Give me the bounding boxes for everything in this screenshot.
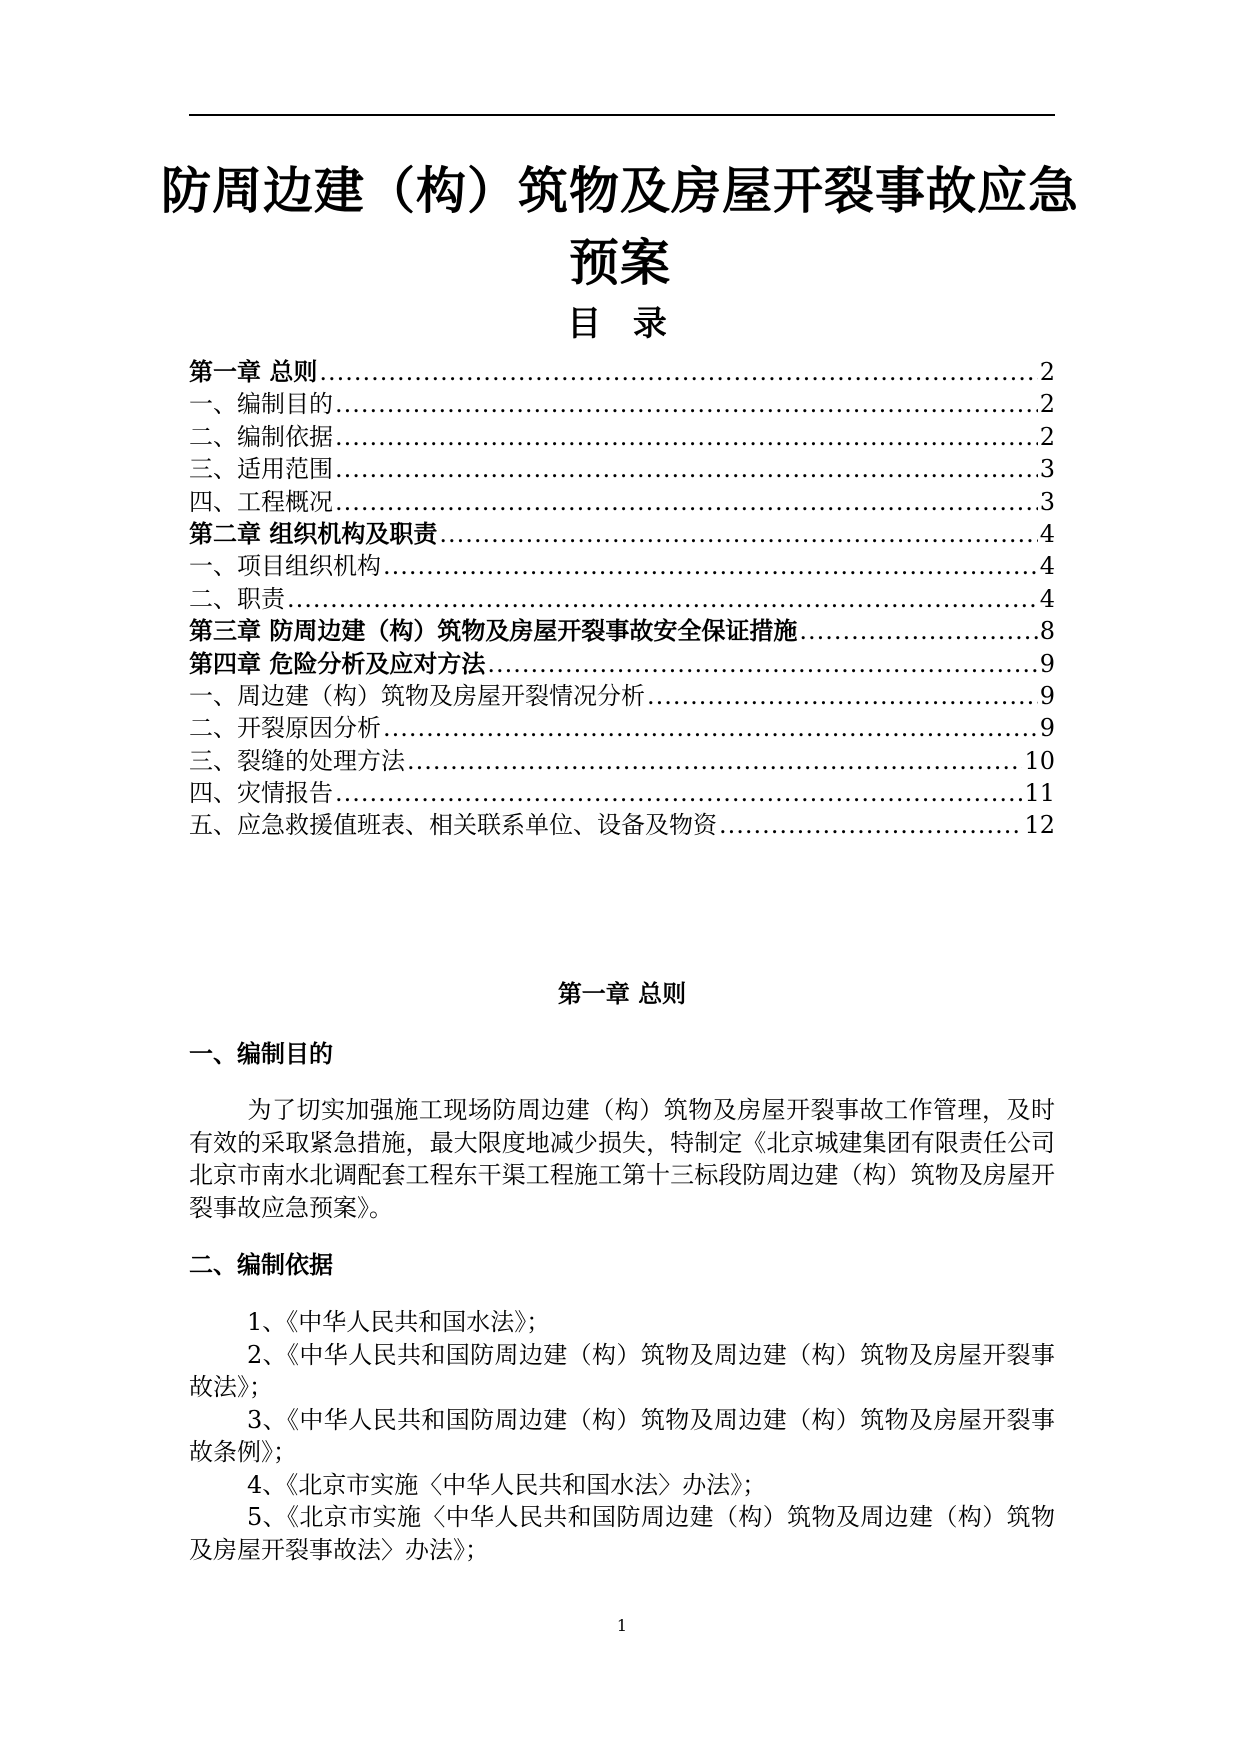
toc-leader-dots	[287, 583, 1038, 615]
basis-item: 4、《北京市实施〈中华人民共和国水法〉办法》；	[247, 1470, 767, 1499]
toc-entry-title: 四、灾情报告	[189, 779, 333, 808]
toc-entry[interactable]	[189, 453, 1055, 485]
toc-entry[interactable]	[189, 550, 1055, 582]
toc-entry-page: 4	[1039, 519, 1055, 548]
basis-item: 1、《中华人民共和国水法》；	[247, 1308, 551, 1336]
toc-entry-title: 第三章 防周边建（构）筑物及房屋开裂事故安全保证措施	[189, 617, 798, 646]
toc-entry-title: 一、项目组织机构	[189, 552, 381, 581]
toc-entry[interactable]	[189, 809, 1055, 841]
toc-entry[interactable]	[189, 388, 1055, 420]
toc-entry-page: 3	[1039, 455, 1055, 484]
toc-entry-page: 11	[1024, 779, 1055, 808]
toc-leader-dots	[383, 550, 1038, 582]
toc-entry[interactable]	[189, 680, 1055, 712]
section-heading-basis: 二、编制依据	[189, 1251, 333, 1279]
toc-entry[interactable]	[189, 583, 1055, 615]
toc-entry-page: 9	[1039, 649, 1055, 678]
toc-entry-title: 二、编制依据	[189, 422, 333, 451]
toc-entry-title: 第二章 组织机构及职责	[189, 519, 438, 548]
toc-entry[interactable]	[189, 518, 1055, 550]
toc-leader-dots	[335, 486, 1038, 518]
toc-entry-page: 2	[1039, 390, 1055, 419]
toc-entry-title: 一、编制目的	[189, 390, 333, 419]
basis-item: 2、《中华人民共和国防周边建（构）筑物及周边建（构）筑物及房屋开裂事故法》；	[189, 1340, 1055, 1401]
toc-entry-title: 二、职责	[189, 584, 285, 613]
document-title: 防周边建（构）筑物及房屋开裂事故应急预案	[161, 162, 1079, 292]
chapter-title: 第一章 总则	[557, 980, 687, 1008]
toc-entry-page: 4	[1039, 552, 1055, 581]
toc-entry-title: 第四章 危险分析及应对方法	[189, 649, 486, 678]
toc-entry-page: 3	[1039, 487, 1055, 516]
toc-entry[interactable]	[189, 486, 1055, 518]
toc-entry[interactable]	[189, 745, 1055, 777]
toc-entry-title: 四、工程概况	[189, 487, 333, 516]
toc-leader-dots	[335, 388, 1038, 420]
toc-leader-dots	[719, 809, 1022, 841]
toc-entry-title: 三、裂缝的处理方法	[189, 746, 405, 775]
toc-leader-dots	[407, 745, 1022, 777]
toc-leader-dots	[799, 615, 1037, 647]
toc-entry-title: 五、应急救援值班表、相关联系单位、设备及物资	[189, 811, 717, 840]
page-number: 1	[616, 1616, 628, 1635]
toc-entry[interactable]	[189, 356, 1055, 388]
toc-entry-title: 第一章 总则	[189, 358, 318, 386]
toc-leader-dots	[383, 712, 1038, 744]
toc-entry[interactable]	[189, 777, 1055, 809]
toc-heading: 目 录	[567, 304, 677, 344]
toc-entry-page: 8	[1039, 617, 1055, 646]
toc-entry-page: 9	[1039, 714, 1055, 743]
toc-entry[interactable]	[189, 648, 1055, 680]
toc-entry-title: 二、开裂原因分析	[189, 714, 381, 743]
paragraph-purpose-text: 为了切实加强施工现场防周边建（构）筑物及房屋开裂事故工作管理，及时有效的采取紧急措施，最大限度地减少损失，特制定《北京城建集团有限责任公司北京市南水北调配套工程东干渠工程施工第十三标段防周边建（构）筑物及房屋开裂事故应急预案》。	[189, 1096, 1055, 1222]
toc-leader-dots	[335, 777, 1022, 809]
header-rule	[189, 114, 1055, 116]
toc-leader-dots	[335, 421, 1038, 453]
toc-leader-dots	[487, 648, 1037, 680]
toc-entry-title: 一、周边建（构）筑物及房屋开裂情况分析	[189, 681, 645, 710]
basis-item: 5、《北京市实施〈中华人民共和国防周边建（构）筑物及周边建（构）筑物及房屋开裂事故法〉办法》；	[189, 1503, 1055, 1564]
toc-entry[interactable]	[189, 421, 1055, 453]
toc-leader-dots	[439, 518, 1037, 550]
toc-entry-page: 2	[1039, 422, 1055, 451]
toc-entry-page: 9	[1039, 681, 1055, 710]
toc-leader-dots	[319, 356, 1037, 388]
toc-leader-dots	[647, 680, 1038, 712]
toc-entry-title: 三、适用范围	[189, 455, 333, 484]
basis-list	[189, 1306, 1055, 1566]
basis-item: 3、《中华人民共和国防周边建（构）筑物及周边建（构）筑物及房屋开裂事故条例》；	[189, 1405, 1055, 1466]
toc-entry-page: 10	[1024, 746, 1055, 775]
section-heading-purpose: 一、编制目的	[189, 1040, 333, 1068]
toc-entry-page: 4	[1039, 584, 1055, 613]
table-of-contents	[189, 356, 1055, 842]
paragraph-purpose	[189, 1094, 1055, 1224]
toc-entry-page: 12	[1024, 811, 1055, 840]
toc-entry-page: 2	[1039, 358, 1055, 386]
toc-leader-dots	[335, 453, 1038, 485]
toc-entry[interactable]	[189, 712, 1055, 744]
toc-entry[interactable]	[189, 615, 1055, 647]
